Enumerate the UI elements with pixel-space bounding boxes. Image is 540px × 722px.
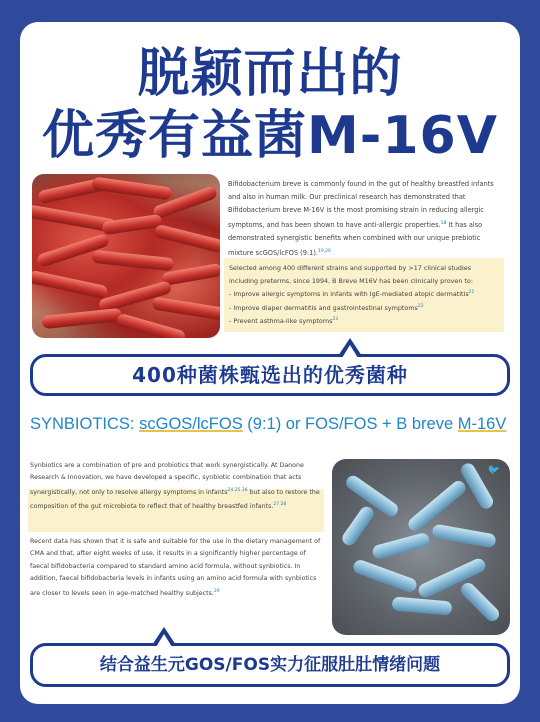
intro-paragraph: Bifidobacterium breve is commonly found in the gut of healthy breastfed infants and also in human milk. Our preclinical research has demonstrated that Bifidobacterium breve M-16V is the most promising strain in reducing allergic symptoms, and has been shown to have anti-allergic properties.$^{18}$ It has also demonstrated synergistic benefits when combined with our unique prebiotic mixture scGOS/lcFOS (9:1).$^{19,20}$: [228, 180, 494, 258]
headline-line1: 脱颖而出的: [137, 44, 403, 104]
banner1-pointer-inner: [342, 345, 358, 358]
synbiotics-paragraph-1: Synbiotics are a combination of pre and probiotics that work synergistically. At Danone Research & Innovation, we have developed a specific, synbiotic combination that acts synergistically, not only to resolve allergy symptoms in infants$^{24 25 26}$ but also to restore the composition of the gut microbiota to reflect that of healthy breastfed infants.$^{27 28}$: [30, 462, 320, 511]
synbiotics-heading: SYNBIOTICS: scGOS/lcFOS (9:1) or FOS/FOS + B breve M-16V: [30, 415, 507, 433]
blue-bacteria-image: [332, 459, 510, 635]
banner2-pointer-inner: [156, 634, 172, 647]
prebiotic-banner: 结合益生元GOS/FOS实力征服肚肚情绪问题: [30, 643, 510, 687]
poster-card: [20, 22, 520, 704]
bullet-item: - Improve diaper dermatitis and gastrointestinal symptoms$^{22}$: [229, 303, 424, 312]
clinical-highlight-box: [224, 258, 504, 332]
bullet-item: - Prevent asthma-like symptoms$^{23}$: [229, 317, 339, 326]
strain-selection-banner: 400种菌株甄选出的优秀菌种: [30, 354, 510, 396]
synbiotics-paragraph-2: Recent data has shown that it is safe and suitable for the use in the dietary management of CMA and that, after eight weeks of use, it results in a significantly higher percentage of faecal bifidobacteria compared to standard amino acid formula, without synbiotics. In addition, faecal bifidobacteria levels in infants using an amino acid formula with synbiotics are closer to levels seen in age-matched healthy subjects.$^{29}$: [30, 538, 321, 597]
twitter-icon: 🐦: [487, 465, 500, 476]
headline-line2: 优秀有益菌M-16V: [42, 106, 498, 166]
highlight-intro: Selected among 400 different strains and supported by >17 clinical studies including preterms, since 1994, B Breve M16V has been clinically proven to:: [229, 264, 473, 285]
red-bacteria-image: [32, 174, 220, 338]
bullet-item: - Improve allergic symptoms in infants with IgE-mediated atopic dermatitis$^{21}$: [229, 290, 475, 299]
